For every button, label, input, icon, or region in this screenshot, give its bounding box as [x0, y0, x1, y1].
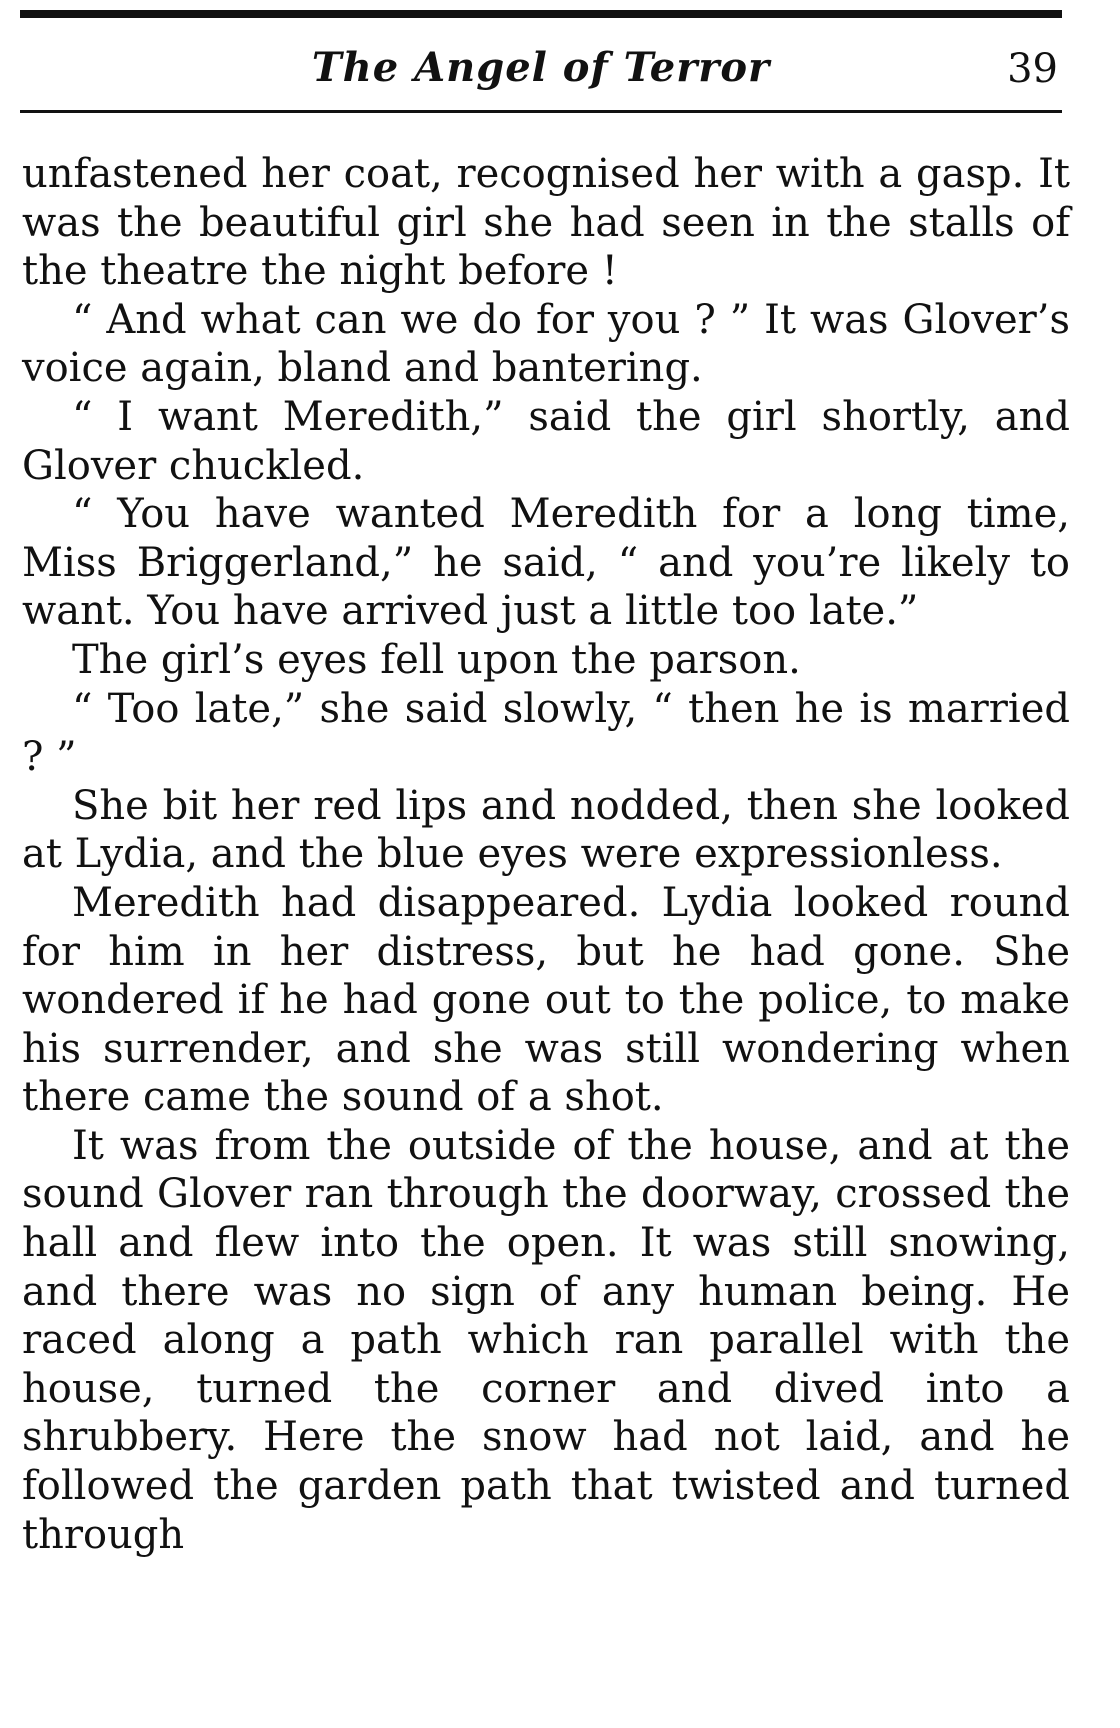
paragraph: She bit her red lips and nodded, then she looked at Lydia, and the blue eyes were expressionless. [22, 782, 1070, 878]
paragraph: “ And what can we do for you ? ” It was Glover’s voice again, bland and bantering. [22, 296, 1070, 392]
header-rule [20, 110, 1062, 113]
paragraph: “ You have wanted Meredith for a long time, Miss Briggerland,” he said, “ and you’re likely to want. You have arrived just a little too late.” [22, 491, 1070, 635]
paragraph: The girl’s eyes fell upon the parson. [72, 636, 801, 683]
body-text [22, 150, 1070, 1559]
paragraph: “ I want Meredith,” said the girl shortly, and Glover chuckled. [22, 393, 1070, 489]
page-number: 39 [1007, 46, 1058, 92]
paragraph: It was from the outside of the house, and at the sound Glover ran through the doorway, crossed the hall and flew into the open. It was still snowing, and there was no sign of any human being. He raced along a path which ran parallel with the house, turned the corner and dived into a shrubbery. Here the snow had not laid, and he followed the garden path that twisted and turned through [22, 1122, 1070, 1558]
top-rule [20, 10, 1062, 18]
paragraph: Meredith had disappeared. Lydia looked round for him in her distress, but he had gone. She wondered if he had gone out to the police, to make his surrender, and she was still wondering when there came the sound of a shot. [22, 879, 1070, 1121]
paragraph: “ Too late,” she said slowly, “ then he is married ? ” [22, 685, 1070, 781]
paragraph: unfastened her coat, recognised her with a gasp. It was the beautiful girl she had seen in the stalls of the theatre the night before ! [22, 151, 1070, 295]
running-title: The Angel of Terror [311, 44, 771, 91]
running-head [20, 44, 1062, 102]
